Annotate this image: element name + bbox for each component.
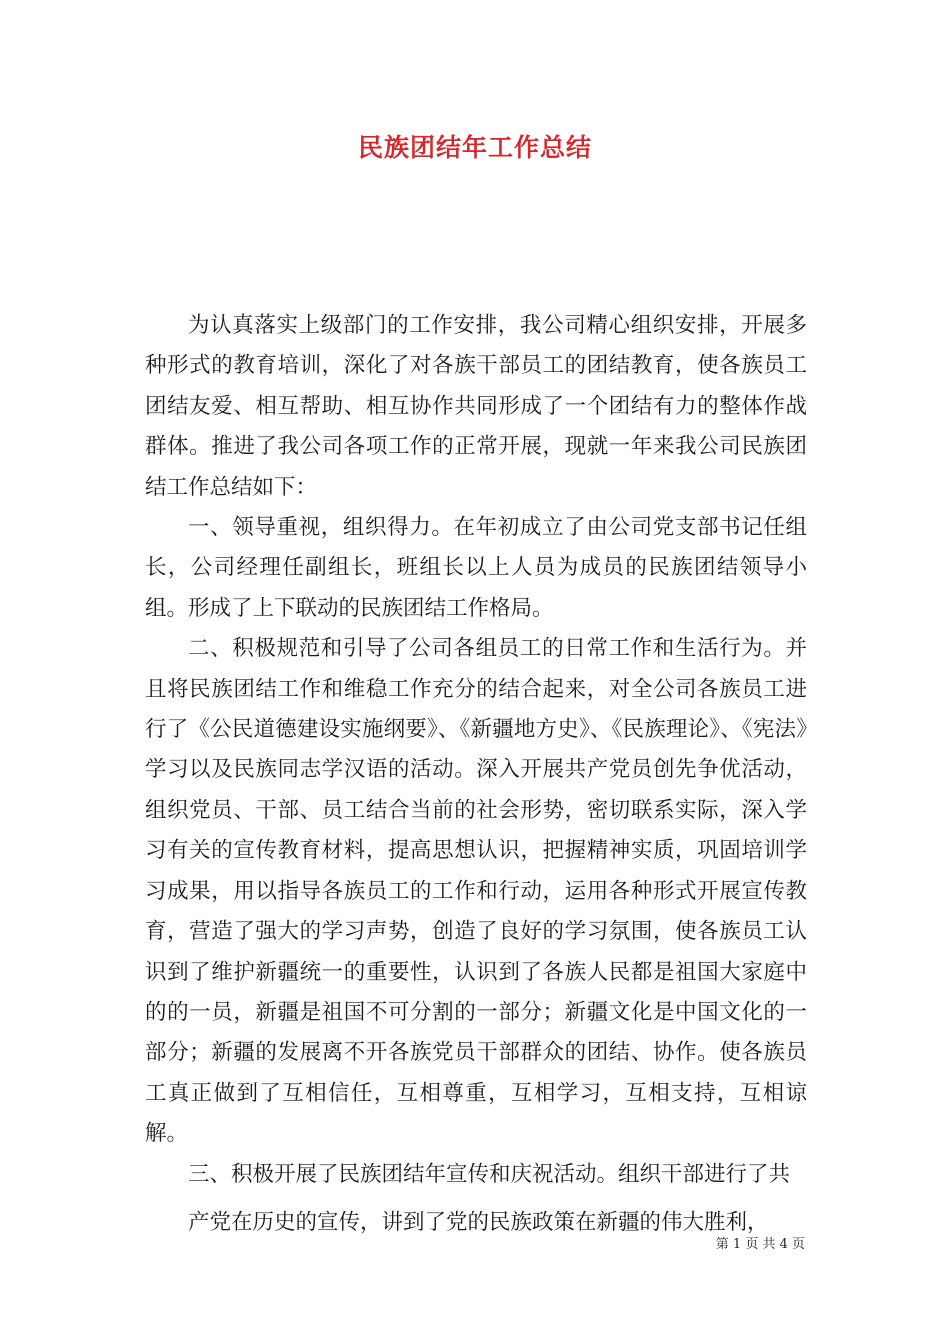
page-number: 第 1 页 共 4 页 <box>715 1237 805 1252</box>
document-title: 民族团结年工作总结 <box>357 133 592 162</box>
paragraph-intro: 为认真落实上级部门的工作安排，我公司精心组织安排，开展多种形式的教育培训，深化了对各族干部员工的团结教育，使各族员工团结友爱、相互帮助、相互协作共同形成了一个团结有力的整体作战群体。推进了我公司各项工作的正常开展，现就一年来我公司民族团结工作总结如下： <box>145 313 807 500</box>
document-body <box>145 306 807 1243</box>
paragraph-section-3-continued: 产党在历史的宣传，讲到了党的民族政策在新疆的伟大胜利， <box>188 1209 769 1235</box>
paragraph-section-3: 三、积极开展了民族团结年宣传和庆祝活动。组织干部进行了共 <box>188 1161 791 1187</box>
paragraph-section-2: 二、积极规范和引导了公司各组员工的日常工作和生活行为。并且将民族团结工作和维稳工作充分的结合起来，对全公司各族员工进行了《公民道德建设实施纲要》、《新疆地方史》、《民族理论》、《宪法》学习以及民族同志学汉语的活动。深入开展共产党员创先争优活动，组织党员、干部、员工结合当前的社会形势，密切联系实际，深入学习有关的宣传教育材料，提高思想认识，把握精神实质，巩固培训学习成果，用以指导各族员工的工作和行动，运用各种形式开展宣传教育，营造了强大的学习声势，创造了良好的学习氛围，使各族员工认识到了维护新疆统一的重要性，认识到了各族人民都是祖国大家庭中的的一员，新疆是祖国不可分割的一部分；新疆文化是中国文化的一部分；新疆的发展离不开各族党员干部群众的团结、协作。使各族员工真正做到了互相信任，互相尊重，互相学习，互相支持，互相谅解。 <box>145 636 807 1147</box>
paragraph-section-1: 一、领导重视，组织得力。在年初成立了由公司党支部书记任组长，公司经理任副组长，班组长以上人员为成员的民族团结领导小组。形成了上下联动的民族团结工作格局。 <box>145 515 807 621</box>
